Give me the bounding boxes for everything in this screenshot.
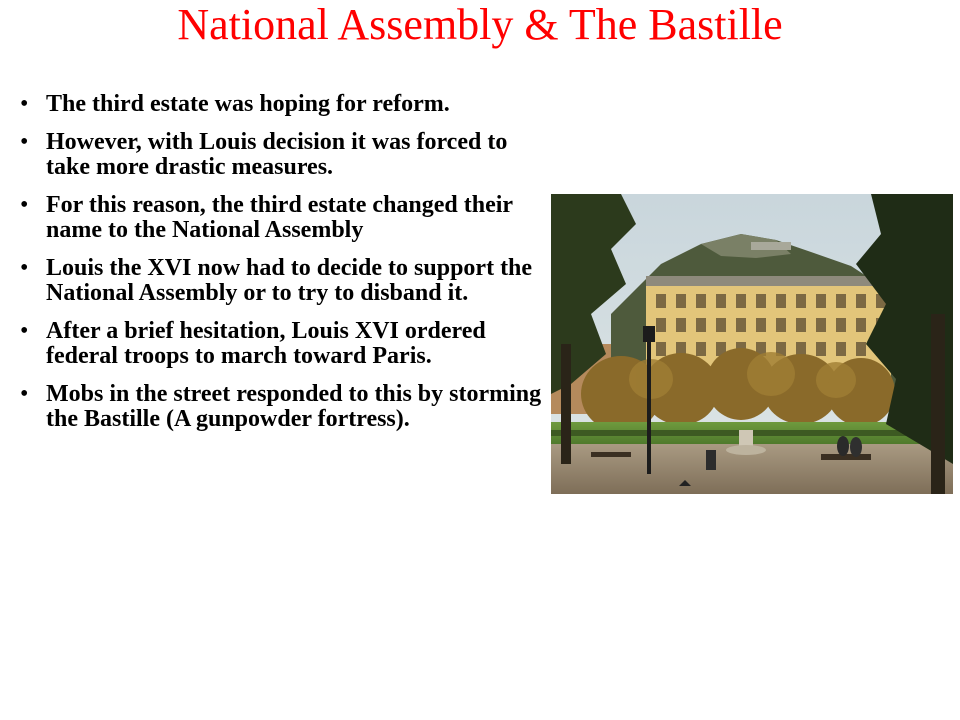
bullet-text: However, with Louis decision it was forced to take more drastic measures. xyxy=(46,129,508,180)
bullet-item-6 xyxy=(20,382,545,432)
bullet-text: Louis the XVI now had to decide to support the National Assembly or to try to disband it. xyxy=(46,255,533,306)
bullet-text: After a brief hesitation, Louis XVI ordered federal troops to march toward Paris. xyxy=(46,318,486,369)
bullet-dot-icon: • xyxy=(20,381,29,407)
bullet-dot-icon: • xyxy=(20,318,29,344)
bullet-item-2 xyxy=(20,130,545,180)
bullet-dot-icon: • xyxy=(20,192,29,218)
bullet-dot-icon: • xyxy=(20,91,29,117)
bullet-list xyxy=(20,92,545,445)
bullet-dot-icon: • xyxy=(20,255,29,281)
bullet-text: Mobs in the street responded to this by storming the Bastille (A gunpowder fortress). xyxy=(46,381,542,432)
bullet-item-4 xyxy=(20,256,545,306)
bullet-text: For this reason, the third estate changed their name to the National Assembly xyxy=(46,192,513,243)
bullet-item-3 xyxy=(20,193,545,243)
bullet-item-1 xyxy=(20,92,545,117)
bullet-dot-icon: • xyxy=(20,129,29,155)
slide-title: National Assembly & The Bastille xyxy=(177,0,783,49)
bullet-text: The third estate was hoping for reform. xyxy=(46,91,450,117)
city-square-photo xyxy=(551,194,953,494)
photo-icon xyxy=(551,194,953,494)
bullet-item-5 xyxy=(20,319,545,369)
